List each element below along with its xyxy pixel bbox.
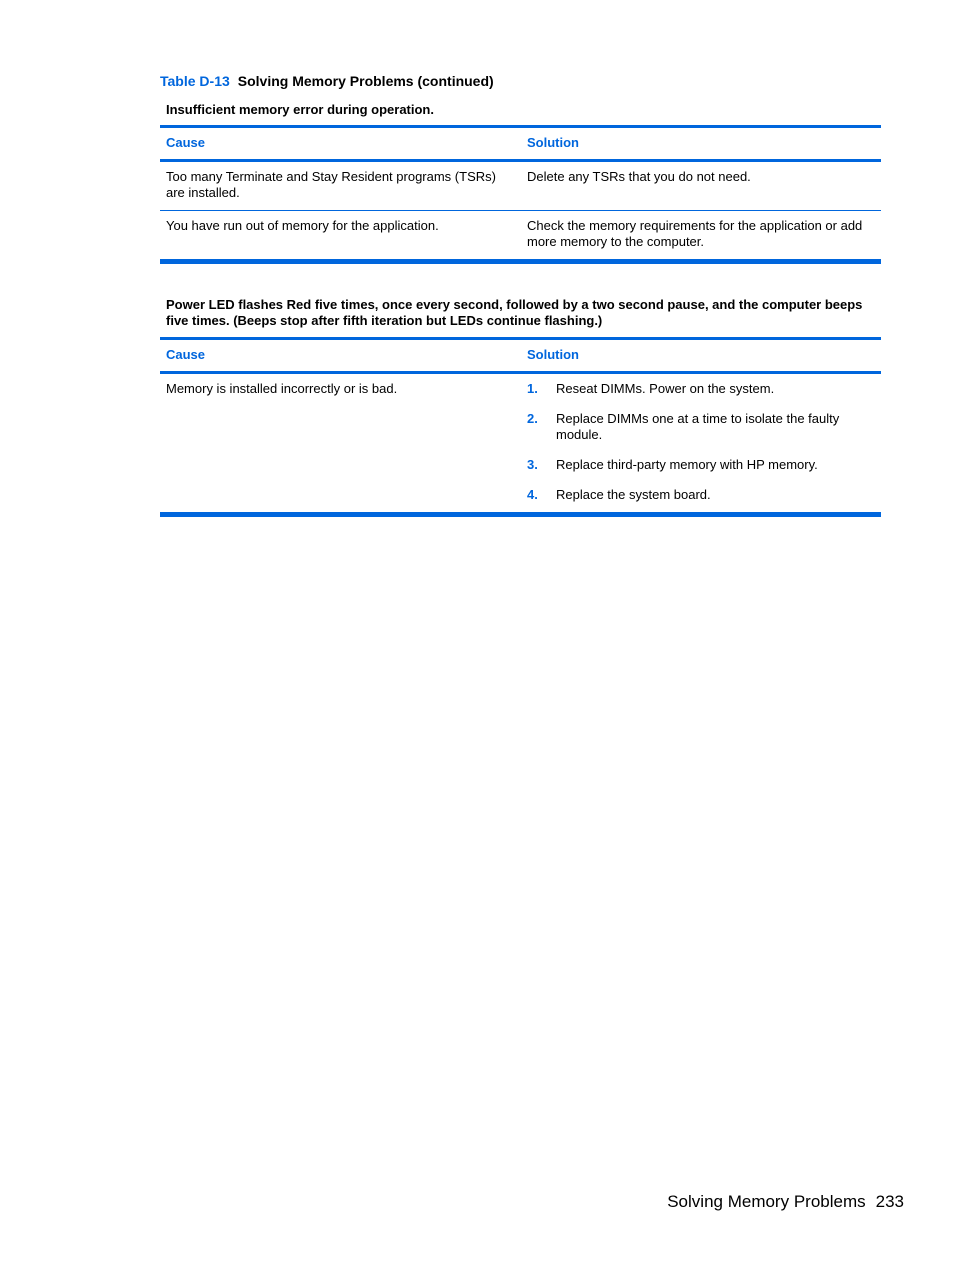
cause-cell: Memory is installed incorrectly or is bad. [160, 373, 521, 515]
step-number: 4. [527, 487, 538, 502]
list-item [527, 487, 875, 503]
cause-header: Cause [160, 127, 521, 161]
cause-cell: You have run out of memory for the application. [160, 211, 521, 262]
cause-cell: Too many Terminate and Stay Resident programs (TSRs) are installed. [160, 161, 521, 211]
step-number: 3. [527, 457, 538, 472]
table-caption [160, 73, 494, 89]
insufficient-memory-table [160, 125, 881, 264]
step-text: Reseat DIMMs. Power on the system. [556, 381, 775, 396]
table-row [160, 161, 881, 211]
cause-header: Cause [160, 339, 521, 373]
step-text: Replace DIMMs one at a time to isolate the faulty module. [556, 411, 840, 442]
step-text: Replace the system board. [556, 487, 711, 502]
list-item [527, 411, 875, 443]
step-number: 2. [527, 411, 538, 426]
section-title-insufficient-memory: Insufficient memory error during operation. [166, 102, 434, 117]
table-row [160, 211, 881, 262]
solution-cell: Delete any TSRs that you do not need. [521, 161, 881, 211]
footer-section-title: Solving Memory Problems [667, 1192, 866, 1211]
solution-header: Solution [521, 127, 881, 161]
solution-header: Solution [521, 339, 881, 373]
page-number: 233 [875, 1192, 904, 1211]
solution-cell: Check the memory requirements for the application or add more memory to the computer. [521, 211, 881, 262]
solution-steps-list [527, 381, 875, 503]
power-led-table [160, 337, 881, 517]
table-title: Solving Memory Problems (continued) [237, 73, 494, 89]
section-title-power-led: Power LED flashes Red five times, once every second, followed by a two second pause, and the computer beeps five times. (Beeps stop after fifth iteration but LEDs continue flashing.) [166, 297, 863, 328]
table-row [160, 373, 881, 515]
step-number: 1. [527, 381, 538, 396]
table-label: Table D-13 [160, 73, 230, 89]
step-text: Replace third-party memory with HP memory. [556, 457, 818, 472]
page-footer [667, 1192, 904, 1212]
solution-cell [521, 373, 881, 515]
table-header-row [160, 127, 881, 161]
list-item [527, 457, 875, 473]
list-item [527, 381, 875, 397]
table-header-row [160, 339, 881, 373]
